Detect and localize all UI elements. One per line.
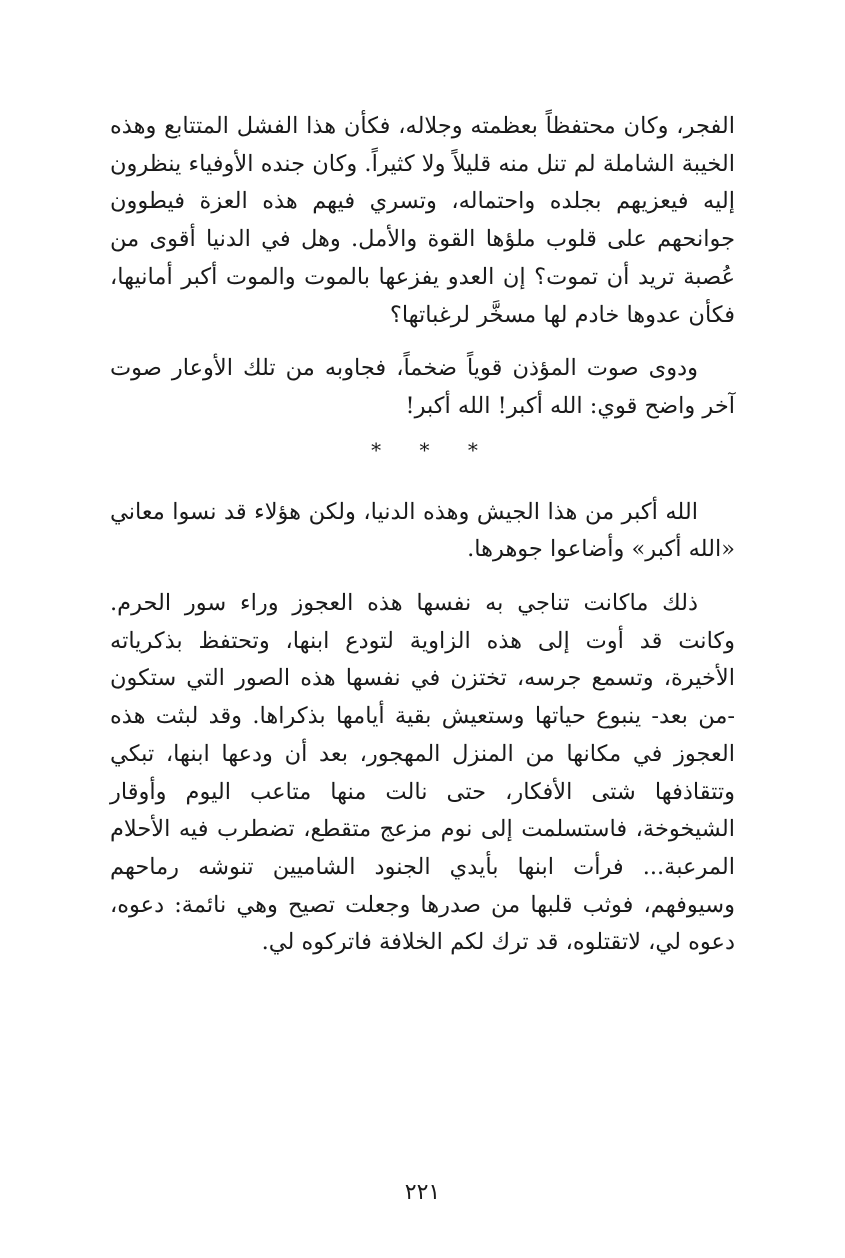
section-separator: * * * bbox=[371, 437, 494, 462]
paragraph-allahu-akbar: الله أكبر من هذا الجيش وهذه الدنيا، ولكن هؤلاء قد نسوا معاني «الله أكبر» وأضاعوا جوهرها. bbox=[110, 498, 735, 563]
paragraph-old-woman: ذلك ماكانت تناجي به نفسها هذه العجوز وراء سور الحرم. وكانت قد أوت إلى هذه الزاوية لتودع ابنها، وتحتفظ بذكرياته الأخيرة، وتسمع جرسه، تختزن في نفسها هذه الصور التي ستكون -من بعد- ينبوع حياتها وستعيش بقية أيامها بذكراها. وقد لبثت هذه العجوز في مكانها من المنزل المهجور، بعد أن ودعها ابنها، تبكي وتتقاذفها شتى الأفكار، حتى نالت منها متاعب اليوم وأوقار الشيخوخة، فاستسلمت إلى نوم مزعج متقطع، تضطرب فيه الأحلام المرعبة... فرأت ابنها بأيدي الجنود الشاميين تنوشه رماحهم وسيوفهم، فوثب قلبها من صدرها وجعلت تصيح وهي نائمة: دعوه، دعوه لي، لاتقتلوه، قد ترك لكم الخلافة فاتركوه لي. bbox=[110, 590, 735, 956]
paragraph-gap bbox=[110, 569, 735, 585]
page-body bbox=[110, 108, 735, 962]
page-number: ٢٢١ bbox=[404, 1180, 441, 1205]
paragraph-continued: الفجر، وكان محتفظاً بعظمته وجلاله، فكأن هذا الفشل المتتابع وهذه الخيبة الشاملة لم تنل منه قليلاً ولا كثيراً. وكان جنده الأوفياء ينظرون إليه فيعزيهم بجلده واحتماله، وتسري فيهم هذه العزة فيطوون جوانحهم على قلوب ملؤها القوة والأمل. وهل في الدنيا أقوى من عُصبة تريد أن تموت؟ إن العدو يفزعها بالموت والموت أكبر أمانيها، فكأن عدوها خادم لها مسخَّر لرغباتها؟ bbox=[110, 113, 735, 328]
paragraph-muezzin: ودوى صوت المؤذن قوياً ضخماً، فجاوبه من تلك الأوعار صوت آخر واضح قوي: الله أكبر! الله أكبر! bbox=[110, 355, 735, 419]
paragraph-gap bbox=[110, 334, 735, 350]
